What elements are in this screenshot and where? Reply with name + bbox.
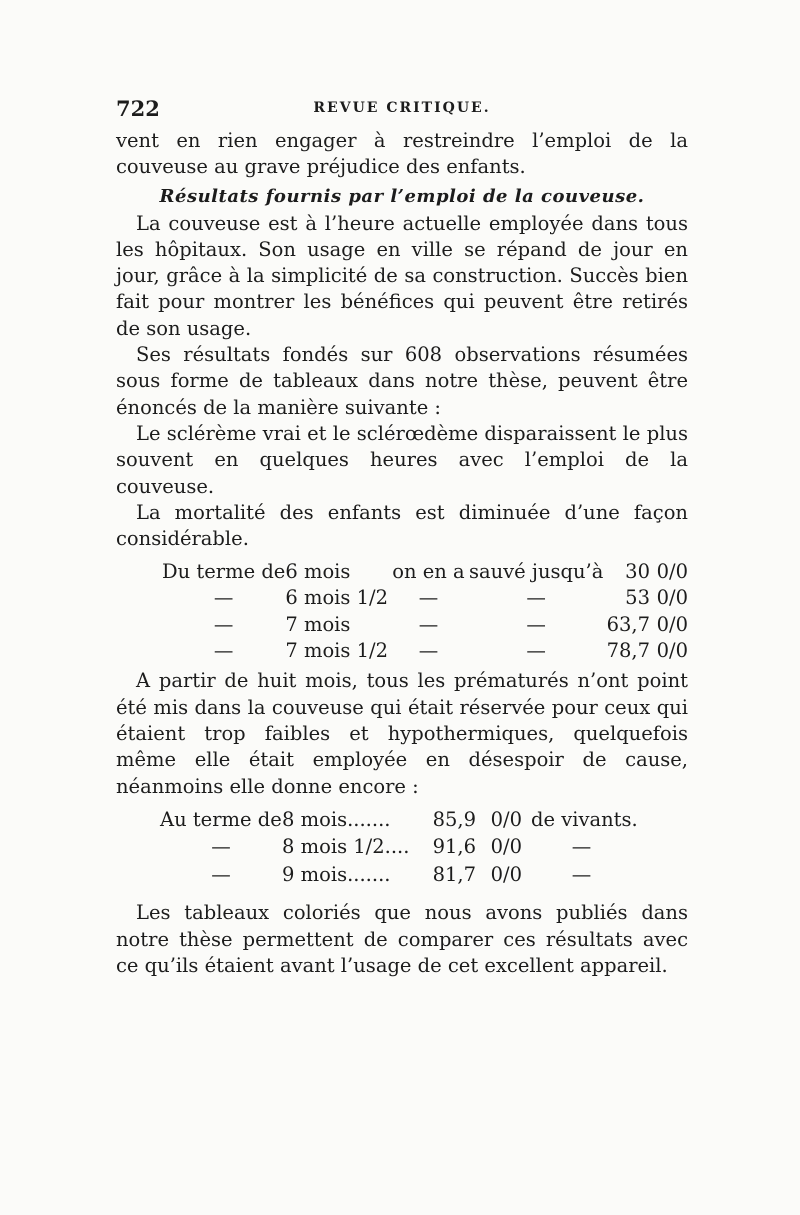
unit-cell: 0/0 bbox=[656, 639, 688, 663]
page-number: 722 bbox=[116, 96, 160, 121]
paragraph-continued: vent en rien engager à restreindre l’emploi de la couveuse au grave préjudice des enfants. bbox=[116, 129, 688, 179]
lead-cell: — bbox=[213, 639, 234, 663]
table-row bbox=[162, 638, 688, 665]
term-cell: 9 mois....... bbox=[282, 862, 391, 886]
term-cell: 7 mois bbox=[285, 612, 351, 636]
term-cell: 7 mois 1/2 bbox=[285, 639, 389, 663]
ditto-cell: — bbox=[418, 639, 439, 663]
paragraph: La couveuse est à l’heure actuelle employée dans tous les hôpitaux. Son usage en ville se répand de jour en jour, grâce à la simplicité de sa construction. Succès bien fait pour montrer les bénéfices qui peuvent être retirés de son usage. bbox=[116, 211, 688, 340]
paragraph: A partir de huit mois, tous les prématurés n’ont point été mis dans la couveuse qui était réservée pour ceux qui étaient trop faibles et hypothermiques, quelquefois même elle était employée en désespoir de cause, néanmoins elle donne encore : bbox=[116, 669, 688, 798]
unit-cell: 0/0 bbox=[656, 586, 688, 610]
paragraph: Ses résultats fondés sur 608 observations résumées sous forme de tableaux dans notre thèse, peuvent être énoncés de la manière suivante : bbox=[116, 343, 688, 419]
page-header bbox=[116, 96, 688, 122]
unit-cell: 0/0 bbox=[656, 559, 688, 583]
lead-cell: — bbox=[211, 835, 231, 859]
value-cell: 63,7 bbox=[606, 612, 650, 636]
value-cell: 78,7 bbox=[606, 639, 650, 663]
suffix-cell: — bbox=[571, 835, 592, 859]
ditto-cell: sauvé jusqu’à bbox=[468, 559, 604, 583]
term-cell: 8 mois....... bbox=[282, 807, 391, 831]
lead-cell: Au terme de bbox=[160, 807, 282, 831]
section-heading: Résultats fournis par l’emploi de la couveuse. bbox=[159, 185, 645, 207]
lead-cell: Du terme de bbox=[162, 559, 286, 583]
value-cell: 53 bbox=[625, 586, 650, 610]
suffix-cell: de vivants. bbox=[531, 807, 638, 831]
table-row bbox=[162, 558, 688, 585]
value-cell: 85,9 bbox=[432, 807, 476, 831]
body-text bbox=[116, 128, 688, 979]
running-head: REVUE CRITIQUE. bbox=[313, 100, 491, 116]
unit-cell: 0/0 bbox=[490, 835, 522, 859]
unit-cell: 0/0 bbox=[656, 612, 688, 636]
term-cell: 8 mois 1/2.... bbox=[282, 835, 410, 859]
unit-cell: 0/0 bbox=[490, 862, 522, 886]
term-cell: 6 mois bbox=[285, 559, 351, 583]
survival-table-before-eight-months bbox=[162, 558, 688, 664]
lead-cell: — bbox=[213, 586, 234, 610]
table-row bbox=[160, 861, 641, 889]
lead-cell: — bbox=[211, 862, 231, 886]
value-cell: 30 bbox=[625, 559, 650, 583]
table-row bbox=[160, 806, 641, 834]
ditto-cell: — bbox=[418, 612, 439, 636]
unit-cell: 0/0 bbox=[490, 807, 522, 831]
table-row bbox=[162, 585, 688, 612]
lead-cell: — bbox=[213, 612, 234, 636]
term-cell: 6 mois 1/2 bbox=[285, 586, 389, 610]
table-row bbox=[162, 611, 688, 638]
value-cell: 81,7 bbox=[432, 862, 476, 886]
value-cell: 91,6 bbox=[432, 835, 476, 859]
survival-table-after-eight-months bbox=[160, 806, 641, 889]
suffix-cell: — bbox=[571, 862, 592, 886]
table-row bbox=[160, 833, 641, 861]
paragraph: Les tableaux coloriés que nous avons publiés dans notre thèse permettent de comparer ces résultats avec ce qu’ils étaient avant l’usage de cet excellent appareil. bbox=[116, 901, 688, 978]
ditto-cell: — bbox=[526, 639, 546, 663]
ditto-cell: — bbox=[526, 586, 546, 610]
ditto-cell: — bbox=[418, 586, 439, 610]
paragraph: La mortalité des enfants est diminuée d’une façon considérable. bbox=[116, 500, 688, 551]
ditto-cell: — bbox=[526, 612, 546, 636]
paragraph: Le sclérème vrai et le sclérœdème disparaissent le plus souvent en quelques heures avec l’emploi de la couveuse. bbox=[116, 421, 688, 498]
ditto-cell: on en a bbox=[392, 559, 465, 583]
